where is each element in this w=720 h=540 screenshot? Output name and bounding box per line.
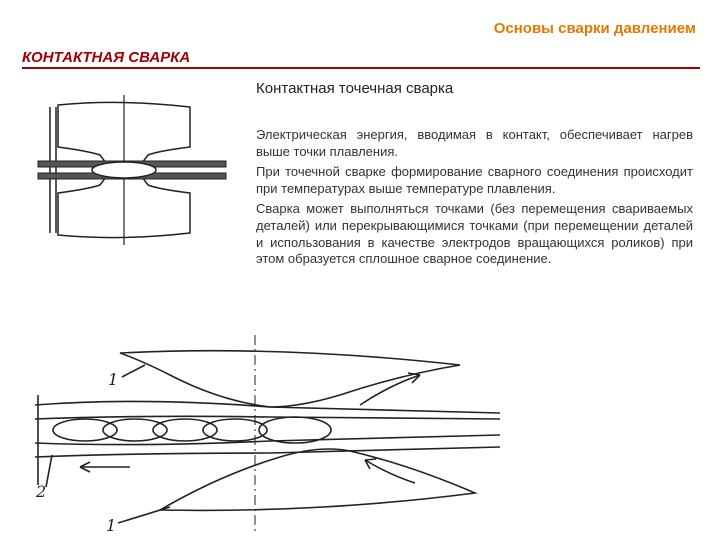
label-roller-bottom: 1	[106, 516, 117, 535]
label-sheets: 2	[36, 482, 47, 501]
paragraph-1: Электрическая энергия, вводимая в контакт, обеспечивает нагрев выше точки плавления.	[256, 127, 693, 159]
slide-header-title: Основы сварки давлением	[493, 20, 696, 37]
section-title: КОНТАКТНАЯ СВАРКА	[22, 49, 191, 66]
paragraph-3: Сварка может выполняться точками (без перемещения свариваемых деталей) или перекрывающимися точками (при перемещении деталей и использования в качестве электродов вращающихся роликов) при этом образуется сплошное сварное соединение.	[256, 201, 693, 267]
section-divider	[22, 67, 700, 69]
label-roller-top: 1	[108, 370, 119, 389]
spot-welding-diagram	[30, 95, 230, 245]
seam-welding-diagram	[20, 335, 500, 535]
paragraph-2: При точечной сварке формирование сварного соединения происходит при температурах выше температуре плавления.	[256, 164, 693, 196]
slide-subtitle: Контактная точечная сварка	[256, 80, 454, 97]
body-text	[256, 127, 693, 272]
